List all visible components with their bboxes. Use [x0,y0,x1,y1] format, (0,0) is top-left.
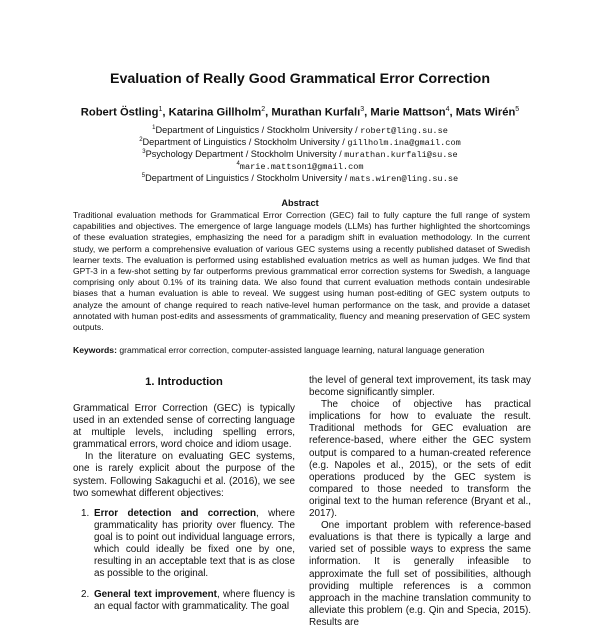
author-sup: 5 [515,106,520,113]
section-heading: 1. Introduction [145,376,223,388]
paragraph: The choice of objective has practical implications for how to evaluate the result. Traditional methods for GEC evaluation are reference-based, where either the GEC system output is compared to a human-created reference (e.g. Napoles et al., 2015), or the sets of edit operations produced by the GEC system is compared to those needed to transform the original text to the human reference (Bryant et al., 2017). [309,399,531,520]
list-item [73,589,295,613]
list-item-bold: Error detection and correction [94,507,256,519]
affiliation-org: Department of Linguistics / Stockholm University / [155,125,361,136]
abstract-heading: Abstract [281,198,319,208]
affiliation-sup: 5 [141,173,146,179]
author-list: Robert Östling$^1$, Katarina Gillholm$^2$, Murathan Kurfalı$^3$, Marie Mattson$^4$, Mats Wirén$^5$ [80,106,520,119]
author-sup: 3 [360,106,365,113]
abstract-text: Traditional evaluation methods for Grammatical Error Correction (GEC) fail to fully capture the full range of system capabilities and objectives. The emergence of large language models (LLMs) has further highlighted the shortcomings of these evaluation strategies, emphasizing the need for a paradigm shift in evaluation methodology. In the current study, we perform a comprehensive evaluation of various GEC systems using a recently published dataset of Swedish learner texts. The evaluation is performed using established evaluation metrics as well as human judges. We find that GPT-3 in a few-shot setting by far outperforms previous grammatical error correction systems for Swedish, a language comprising only about 0.1% of its training data. We also found that current evaluation methods contain undesirable biases that a human evaluation is able to reveal. We suggest using human post-editing of GEC system outputs to analyze the amount of change required to reach native-level human performance on the task, and provide a dataset annotated with human post-edits and assessments of grammaticality, fluency and meaning preservation of GEC system outputs. [73,210,530,333]
author-sup: 2 [261,106,266,113]
right-column [309,375,531,629]
keywords-text: grammatical error correction, computer-assisted language learning, natural language generation [119,345,485,355]
affiliation-email: marie.mattson1@gmail.com [239,162,364,173]
affiliation-org: Department of Linguistics / Stockholm University / [145,173,350,184]
list-item-text: , where fluency is an equal factor with grammaticality. The goal [94,589,295,613]
author-name: Robert Östling [80,106,159,119]
affiliation-org: Psychology Department / Stockholm University / [145,149,345,160]
paragraph: One important problem with reference-based evaluations is that there is typically a large and varied set of possible ways to express the same information. It is generally infeasible to approximate the full set of possibilities, although providing multiple references is a common approach in the machine translation community to alleviate this problem (e.g. Qin and Specia, 2015). Results are [309,520,531,628]
affiliation-email: robert@ling.su.se [360,126,448,137]
affiliation-org: Department of Linguistics / Stockholm University / [142,137,348,148]
affiliation-line [0,170,600,185]
keywords [73,345,530,356]
author-name: Mats Wirén [455,106,516,119]
list-item [73,508,295,581]
list-number: 2. [81,589,90,601]
list-item-bold: General text improvement [94,589,217,601]
list-item-text: , where grammaticality has priority over fluency. The goal is to point out individual language errors, which could ideally be fixed one by one, resulting in an acceptable text that is as close as possible to the original. [94,507,295,580]
left-column [73,375,295,623]
affiliation-sup: 4 [236,161,240,167]
affiliation-email: gillholm.ina@gmail.com [347,138,461,149]
author-name: Katarina Gillholm [168,106,262,119]
affiliation-sup: 3 [142,149,146,155]
objective-list [73,508,295,614]
author-name: Murathan Kurfalı [271,106,361,119]
list-number: 1. [81,507,90,519]
author-sup: 4 [445,106,450,113]
keywords-label: Keywords: [73,345,117,355]
paragraph: Grammatical Error Correction (GEC) is typically used in an extended sense of correcting language at multiple levels, including spelling errors, grammatical errors, word choice and idiom usage. [73,403,295,451]
paper-title: Evaluation of Really Good Grammatical Error Correction [109,71,490,87]
affiliation-sup: 2 [139,137,143,143]
affiliation-email: murathan.kurfali@su.se [344,150,458,161]
affiliation-email: mats.wiren@ling.su.se [349,174,459,185]
paragraph: the level of general text improvement, its task may become significantly simpler. [309,375,531,399]
author-name: Marie Mattson [370,106,446,119]
paragraph: In the literature on evaluating GEC systems, one is rarely explicit about the purpose of the system. Following Sakaguchi et al. (2016), we see two somewhat different objectives: [73,451,295,499]
affiliation-sup: 1 [152,125,156,131]
author-sup: 1 [158,106,163,113]
